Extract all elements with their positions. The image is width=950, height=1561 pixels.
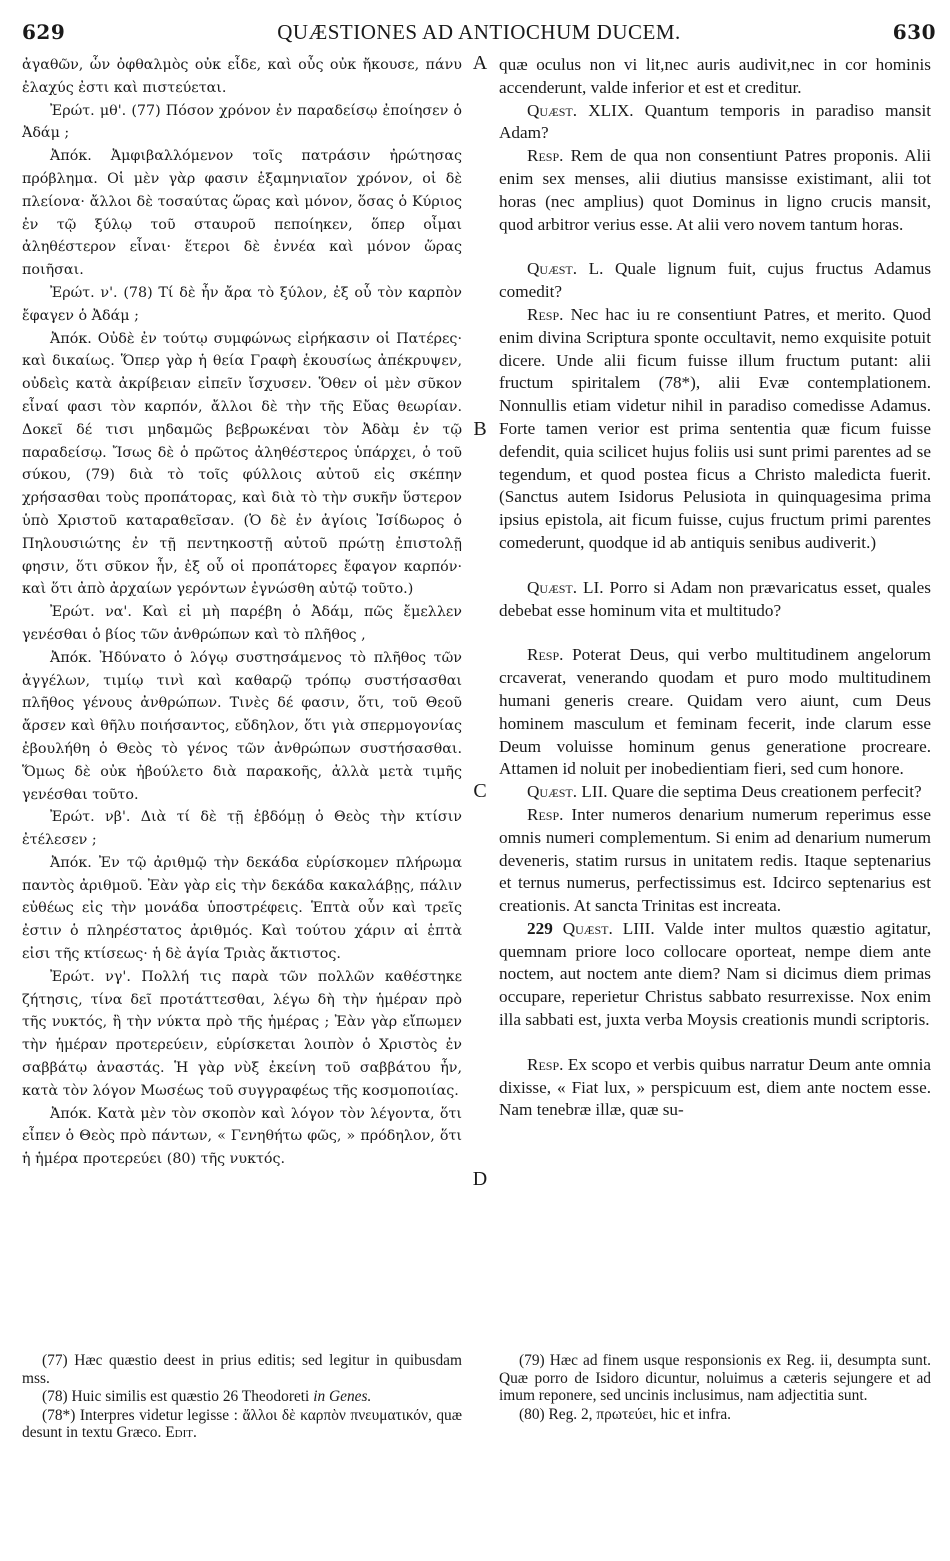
margin-letter-a: A [472,52,488,74]
latin-answer-49 [499,145,931,236]
latin-question-51 [499,577,931,623]
latin-answer-text: Rem de qua non consentiunt Patres proponis. Alii enim sex menses, alii diutius mansisse existimant, alii tot horas (nec amplius) quot Dominus in ligno crucis mansit, quod arbitror verius esse. At alii vero novem tantum horas. [499,146,931,234]
spacer [499,236,931,258]
latin-question-49 [499,100,931,146]
greek-answer-49: Ἀπόκ. Ἀμφιβαλλόμενον τοῖς πατράσιν ἠρώτησας πρόβλημα. Οἱ μὲν γὰρ φασιν ἑξαμηνιαῖον χρόνον, οἱ δὲ πλείονα· ἄλλοι δὲ τοσαύτας ὥρας καὶ μόνον, ὅσας ὁ Κύριος ἐν τῷ ξύλῳ τοῦ σταυροῦ πεποίηκεν, ὅπερ οἶμαι ἀληθέστερον εἶναι· ἕτεροι δὲ ἐννέα καὶ μόνον ὥρας ποιῆσαι. [22,148,462,279]
latin-paragraph: quæ oculus non vi lit,nec auris audivit,nec in cor hominis accenderunt, valde inferior et est et creditur. [499,55,931,97]
page-header [22,14,936,48]
footnote-78 [22,1388,462,1406]
quaest-label: Quæst. [527,577,578,597]
greek-answer-53: Ἀπόκ. Κατὰ μὲν τὸν σκοπὸν καὶ λόγον τὸν λέγοντα, ὅτι εἶπεν ὁ Θεὸς πρὸ πάντων, « Γενηθήτω φῶς, » πρόδηλον, ὅτι ἡ ἡμέρα προτερεύει (80) τῆς νυκτός. [22,1105,462,1168]
latin-question-52 [499,781,931,804]
resp-label: Resp. [527,1054,564,1074]
quaest-label: Quæst. [562,918,613,938]
latin-question-50 [499,258,931,304]
quaest-label: Quæst. [527,259,578,279]
latin-answer-text: Nec hac iu re consentiunt Patres, et merito. Quod enim divina Scriptura sponte occultavit, nemo exquisite potuit dicere. Unde alii ficum fuisse illum fructum putant: alii fructum spiritalem (78*), alii Evæ contemplationem. Nonnullis etiam videtur nihil in paradiso comedisse Adamus. Forte tamen verior est prima sententia quæ ficum fuisse defendit, quia scilicet hujus foliis usi sunt primi parentes ad se tegendum, et quod postea ficus a Christo maledicta fuerit. (Sanctus autem Isidorus Pelusiota in quinquagesima prima ipsius epistola, ait ficum fuisse, cujus fructum primi parentes comederunt, quodque id ab antiquis senibus audiverit.) [499,304,932,552]
latin-question-text: L. Quale lignum fuit, cujus fructus Adamus comedit? [499,259,932,302]
spacer [499,1032,931,1054]
latin-question-53 [499,918,931,1032]
latin-answer-52 [499,804,931,918]
resp-label: Resp. [527,645,564,665]
latin-answer-text: Ex scopo et verbis quibus narratur Deum ante omnia dixisse, « Fiat lux, » perspicuum est, diem ante noctem esse. Nam tenebræ illæ, quæ su- [499,1054,932,1120]
footnote-78-star-text: (78*) Interpres videtur legisse : ἄλλοι δὲ καρπὸν πνευματικόν, quæ desunt in textu Græco. [22,1406,462,1442]
latin-answer-51 [499,644,931,781]
footnotes-left [22,1352,462,1443]
latin-answer-50 [499,304,931,555]
latin-answer-text: Inter numeros denarium numerum reperimus esse omnis numeri complementum. Si enim ad denarium numerum deveneris, statim rursus in unitatem redis. Itaque septenarius et ternus numerus, perfectissimus est. Idcirco septenarius est creationis. At sancta Trinitas est increata. [499,804,931,916]
footnote-78-text: (78) Huic similis est quæstio 26 Theodoreti [42,1388,310,1406]
resp-label: Resp. [527,304,564,324]
latin-question-text: LI. Porro si Adam non prævaricatus esset, quales debebat esse hominum vita et multitudo? [499,577,931,620]
greek-question-53: Ἐρώτ. νγ'. Πολλή τις παρὰ τῶν πολλῶν καθέστηκε ζήτησις, τίνα δεῖ προτάττεσθαι, λέγω δὴ τὴν ἡμέραν πρὸ τῆς νυκτός, ἢ τὴν νύκτα πρὸ τῆς ἡμέρας ; Ἐὰν γὰρ εἴπωμεν τὴν ἡμέραν προτερεύειν, εὑρίσκεται λοιπὸν ὁ Χριστὸς ἐν σαββάτῳ ἀναστάς. Ἡ γὰρ νὺξ ἐκείνη τοῦ σαββάτου ἦν, κατὰ τὸν λόγον Μωσέως τοῦ συγγραφέως τῆς κοσμοποιίας. [22,968,462,1099]
quaest-label: Quæst. [527,782,578,802]
greek-question-49: Ἐρώτ. μθ'. (77) Πόσον χρόνον ἐν παραδείσῳ ἐποίησεν ὁ Ἀδάμ ; [22,102,462,142]
quaest-label: Quæst. [527,100,578,120]
running-title: QUÆSTIONES AD ANTIOCHUM DUCEM. [277,20,681,44]
greek-question-50: Ἐρώτ. ν'. (78) Τί δὲ ἦν ἄρα τὸ ξύλον, ἐξ οὗ τὸν καρπὸν ἔφαγεν ὁ Ἀδάμ ; [22,284,462,324]
page-number-left: 629 [22,20,66,44]
latin-answer-text: Poterat Deus, qui verbo multitudinem angelorum crcaverat, venerando quodam et puro modo multitudinem humani generis creare. Quidam vero aiunt, cum Deus hominem masculum et feminam fecerit, inde clarum esse Deum voluisse hominum genus generatione procreare. Attamen id noluit per inobedientiam fieri, sed cum honore. [499,645,931,779]
latin-question-text: XLIX. Quantum temporis in paradiso mansit Adam? [499,100,932,143]
greek-answer-51: Ἀπόκ. Ἠδύνατο ὁ λόγῳ συστησάμενος τὸ πλῆθος τῶν ἀγγέλων, τιμίῳ τινὶ καὶ καθαρῷ τρόπῳ συστήσασθαι πλῆθος γένους ἀνθρώπων. Τινὲς δέ φασιν, ὅτι, τοῦ Θεοῦ ἄρσεν καὶ θῆλυ ποιήσαντος, εὔδηλον, ὅτι γιὰ σπερμογονίας ἐβουλήθη ὁ Θεὸς τὸ γένος τῶν ἀνθρώπων συστήσασθαι. Ὅμως δὲ οὐκ ἠβούλετο διὰ παρακοῆς, ἀλλὰ μετὰ τιμῆς γενέσθαι τοῦτο. [22,649,462,803]
latin-question-text: LIII. Valde inter multos quæstio agitatur, quemnam priore loco collocare oporteat, nempe diem ante noctem, aut noctem ante diem? Nam si dicimus diem primas occupare, reperietur Christus sabbato resurrexisse. Nox enim illa sabbati est, juxta verba Moysis creationis mundi scriptoris. [499,918,932,1030]
footnote-79: (79) Hæc ad finem usque responsionis ex Reg. ii, desumpta sunt. Quæ porro de Isidoro dicuntur, noluimus a cæteris sejungere et ad imum reponere, sed uncinis inclusimus, nam adjectitia sunt. [499,1352,931,1405]
spacer [499,555,931,577]
resp-label: Resp. [527,146,564,166]
margin-letter-b: B [473,418,487,440]
greek-answer-50: Ἀπόκ. Οὐδὲ ἐν τούτῳ συμφώνως εἰρήκασιν οἱ Πατέρες· καὶ δικαίως. Ὅπερ γὰρ ἡ θεία Γραφὴ ἑκουσίως ἀπέκρυψεν, οὐδεὶς κατὰ ἀκρίβειαν εἰπεῖν ἴσχυσεν. Ὅθεν οἱ μὲν σῦκον εἶναί φασι τὸν καρπόν, ἄλλοι δὲ τὴν τῆς Εὔας θεωρίαν. Δοκεῖ δέ τισι μηδαμῶς βεβρωκέναι τὸν Ἀδὰμ ἐν τῷ παραδείσῳ. Ἴσως δὲ ὁ πρῶτος ἀληθέστερος ὑπάρχει, ὁ τοῦ σύκου, (79) διὰ τὸ τοῖς φύλλοις αὐτοῦ εἰς σκέπην χρήσασθαι τοὺς προπάτορας, καὶ διὰ τὸ τὴν συκῆν ὕστερον ὑπὸ Χριστοῦ καταραθεῖσαν. (Ὁ δὲ ἐν ἁγίοις Ἰσίδωρος ὁ Πηλουσιώτης ἐν τῇ πεντηκοστῇ αὐτοῦ πρώτῃ ἐπιστολῇ φησιν, ὅτι σῦκον ἦν, ἐξ οὗ οἱ προπάτορες ἔφαγον καρπόν· καὶ ὅτι ἀπὸ ἀρχαίων γερόντων ἐγνώσθη αὐτῷ τοῦτο.) [22,330,462,598]
footnotes-right [499,1352,931,1424]
footnote-78-work: in Genes. [313,1388,372,1406]
greek-question-52: Ἐρώτ. νβ'. Διὰ τί δὲ τῇ ἑβδόμῃ ὁ Θεὸς τὴν κτίσιν ἐτέλεσεν ; [22,809,462,849]
greek-answer-52: Ἀπόκ. Ἐν τῷ ἀριθμῷ τὴν δεκάδα εὑρίσκομεν πλήρωμα παντὸς ἀριθμοῦ. Ἐὰν γὰρ εἰς τὴν δεκάδα κακαλάβῃς, πάλιν εὐθέως εἰς τὴν μονάδα ὑποστρέφεις. Ἑπτὰ οὖν καὶ τρεῖς ἐστιν ὁ πληρέστατος ἀριθμός. Καὶ τούτου χάριν αἱ ἑπτὰ εἰσι τῆς κτίσεως· ἡ δὲ ἁγία Τριὰς ἄκτιστος. [22,854,462,963]
column-number: 229 [527,918,553,938]
greek-column [22,54,462,1171]
spacer [499,622,931,644]
page-number-right: 630 [892,20,936,44]
latin-column [499,54,931,1122]
greek-paragraph: ἀγαθῶν, ὧν ὀφθαλμὸς οὐκ εἶδε, καὶ οὖς οὐκ ἤκουσε, πάνυ ἐλαχύς ἐστι καὶ πιστεύεται. [22,57,462,96]
footnote-77: (77) Hæc quæstio deest in prius editis; sed legitur in quibusdam mss. [22,1352,462,1387]
margin-letter-c: C [473,780,487,802]
latin-question-text: LII. Quare die septima Deus creationem perfecit? [581,782,922,802]
footnote-80: (80) Reg. 2, πρωτεύει, hic et infra. [519,1405,732,1423]
footnote-78-star [22,1407,462,1442]
margin-letter-d: D [472,1168,488,1190]
latin-answer-53 [499,1054,931,1122]
footnote-edit-label: Edit. [165,1424,197,1442]
greek-question-51: Ἐρώτ. να'. Καὶ εἰ μὴ παρέβη ὁ Ἀδάμ, πῶς ἔμελλεν γενέσθαι ὁ βίος τῶν ἀνθρώπων καὶ τὸ πλῆθος , [22,604,462,643]
resp-label: Resp. [527,804,564,824]
